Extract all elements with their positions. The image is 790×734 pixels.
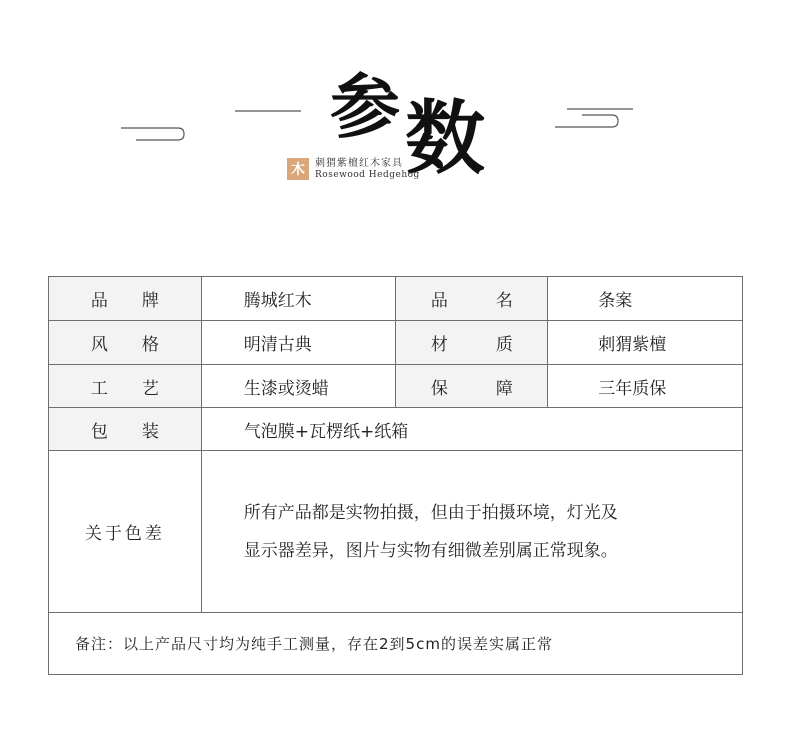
value-warranty: 三年质保 [548,365,743,408]
spec-table [48,276,743,675]
value-craft: 生漆或烫蜡 [201,365,396,408]
color-difference-line-2: 显示器差异，图片与实物有细微差别属正常现象。 [243,540,618,561]
table-row [49,408,743,451]
brand-logo: 木 [287,158,309,180]
color-difference-text [201,451,742,613]
label-color-difference: 关于色差 [49,451,202,613]
table-row [49,451,743,613]
label-brand: 品 牌 [49,277,202,321]
table-row [49,321,743,365]
header [0,0,790,240]
value-material: 刺猬紫檀 [548,321,743,365]
label-product-name: 品 名 [396,277,548,321]
label-craft: 工 艺 [49,365,202,408]
table-row [49,365,743,408]
label-warranty: 保 障 [396,365,548,408]
label-style: 风 格 [49,321,202,365]
note-text: 备注：以上产品尺寸均为纯手工测量，存在2到5cm的误差实属正常 [49,613,743,675]
value-brand: 腾城红木 [201,277,396,321]
value-product-name: 条案 [548,277,743,321]
brand-name-en: Rosewood Hedgehog [315,169,420,180]
table-row [49,613,743,675]
brand-name-cn: 刺猬紫檀红木家具 [315,158,403,170]
label-packaging: 包 装 [49,408,202,451]
table-row [49,277,743,321]
value-style: 明清古典 [201,321,396,365]
title-char-1: 参 [330,65,400,148]
color-difference-line-1: 所有产品都是实物拍摄，但由于拍摄环境，灯光及 [243,502,618,523]
value-packaging: 气泡膜+瓦楞纸+纸箱 [201,408,742,451]
label-material: 材 质 [396,321,548,365]
title-char-2: 数 [405,91,485,185]
brand [287,158,420,180]
brand-text [315,158,420,180]
